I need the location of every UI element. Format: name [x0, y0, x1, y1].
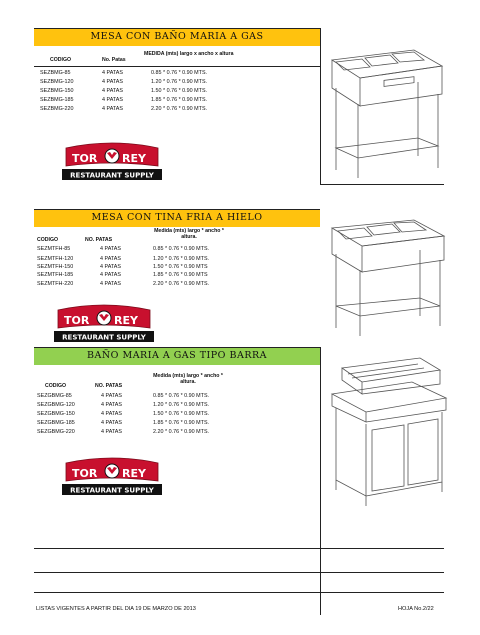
table-row-measure: 0.85 * 0.76 * 0.90 MTS.	[153, 246, 210, 252]
footer-page-number: HOJA No.2/22	[398, 606, 434, 612]
table-row-code: SEZMTFH-185	[37, 272, 74, 278]
header-patas: NO. PATAS	[85, 237, 113, 243]
section2-top-border	[34, 209, 320, 210]
table-row-measure: 1.20 * 0.76 * 0.90 MTS.	[153, 256, 210, 262]
table-row-code: SEZMTFH-120	[37, 256, 74, 262]
footer-validity: LISTAS VIGENTES A PARTIR DEL DIA 19 DE MARZO DE 2013	[36, 606, 196, 612]
header-medida: Medida (mts) largo * ancho * altura.	[153, 373, 223, 385]
table-row-legs: 4 PATAS	[102, 70, 123, 76]
table-row-code: SEZBMG-150	[40, 88, 74, 94]
table-row-code: SEZBMG-220	[40, 106, 74, 112]
table-row-code: SEZBMG-85	[40, 70, 71, 76]
divider	[320, 28, 321, 184]
table-row-legs: 4 PATAS	[101, 429, 122, 435]
logo-brand-left: TOR	[64, 314, 90, 327]
grid-line	[34, 572, 444, 573]
logo-tagline: RESTAURANT SUPPLY	[70, 171, 154, 180]
header-codigo: CODIGO	[50, 57, 72, 63]
header-patas: No. Patas	[102, 57, 126, 63]
product-image-mesa-tina-fria	[322, 210, 450, 338]
section1-header-rule	[34, 66, 320, 67]
table-row-measure: 1.85 * 0.76 * 0.90 MTS.	[153, 420, 210, 426]
product-image-mesa-bano-maria	[322, 30, 450, 182]
table-row-legs: 4 PATAS	[100, 256, 121, 262]
logo-tagline: RESTAURANT SUPPLY	[70, 486, 154, 495]
table-row-code: SEZMTFH-150	[37, 264, 74, 270]
header-patas: NO. PATAS	[95, 383, 123, 389]
table-row-legs: 4 PATAS	[101, 420, 122, 426]
header-codigo: CODIGO	[45, 383, 67, 389]
table-row-legs: 4 PATAS	[102, 106, 123, 112]
torrey-logo	[60, 455, 164, 499]
table-row-code: SEZBMG-185	[40, 97, 74, 103]
section-title-bano-maria-barra: BAÑO MARIA A GAS TIPO BARRA	[34, 347, 320, 365]
table-row-measure: 1.85 * 0.76 * 0.90 MTS	[153, 272, 208, 278]
section-title-mesa-bano-maria-gas: MESA CON BAÑO MARIA A GAS	[34, 28, 320, 46]
table-row-code: SEZGBMG-85	[37, 393, 72, 399]
table-row-legs: 4 PATAS	[100, 281, 121, 287]
table-row-code: SEZGBMG-150	[37, 411, 75, 417]
table-row-measure: 1.20 * 0.76 * 0.90 MTS.	[153, 402, 210, 408]
table-row-code: SEZGBMG-120	[37, 402, 75, 408]
header-medida: MEDIDA (mts) largo x ancho x altura	[144, 51, 234, 57]
section1-top-border	[34, 28, 320, 29]
logo-brand-left: TOR	[72, 467, 98, 480]
section-title-mesa-tina-fria: MESA CON TINA FRIA A HIELO	[34, 209, 320, 227]
section3-top-border	[34, 347, 320, 348]
table-row-legs: 4 PATAS	[102, 97, 123, 103]
header-medida: Medida (mts) largo * ancho * altura.	[154, 228, 224, 240]
logo-brand-left: TOR	[72, 152, 98, 165]
table-row-measure: 2.20 * 0.76 * 0.90 MTS.	[153, 281, 210, 287]
table-row-measure: 1.50 * 0.76 * 0.90 MTS.	[151, 88, 208, 94]
table-row-legs: 4 PATAS	[100, 246, 121, 252]
logo-tagline: RESTAURANT SUPPLY	[62, 333, 146, 342]
torrey-logo	[52, 302, 156, 346]
table-row-measure: 1.85 * 0.76 * 0.90 MTS.	[151, 97, 208, 103]
table-row-measure: 2.20 * 0.76 * 0.90 MTS.	[153, 429, 210, 435]
table-row-measure: 0.85 * 0.76 * 0.90 MTS.	[153, 393, 210, 399]
divider	[320, 184, 444, 185]
table-row-legs: 4 PATAS	[102, 79, 123, 85]
table-row-measure: 1.50 * 0.76 * 0.90 MTS	[153, 264, 208, 270]
table-row-measure: 0.85 * 0.76 * 0.90 MTS.	[151, 70, 208, 76]
logo-brand-right: REY	[114, 314, 138, 327]
logo-brand-right: REY	[122, 467, 146, 480]
table-row-measure: 2.20 * 0.76 * 0.90 MTS.	[151, 106, 208, 112]
table-row-measure: 1.50 * 0.76 * 0.90 MTS.	[153, 411, 210, 417]
product-image-bano-maria-barra	[322, 350, 450, 510]
table-row-legs: 4 PATAS	[101, 411, 122, 417]
table-row-legs: 4 PATAS	[102, 88, 123, 94]
grid-line	[34, 592, 444, 593]
table-row-code: SEZGBMG-185	[37, 420, 75, 426]
table-row-measure: 1.20 * 0.76 * 0.90 MTS.	[151, 79, 208, 85]
grid-line	[34, 548, 444, 549]
table-row-legs: 4 PATAS	[100, 264, 121, 270]
table-row-code: SEZBMG-120	[40, 79, 74, 85]
header-codigo: CODIGO	[37, 237, 59, 243]
table-row-code: SEZMTFH-220	[37, 281, 74, 287]
table-row-legs: 4 PATAS	[100, 272, 121, 278]
torrey-logo	[60, 140, 164, 184]
table-row-code: SEZGBMG-220	[37, 429, 75, 435]
logo-brand-right: REY	[122, 152, 146, 165]
table-row-code: SEZMTFH-85	[37, 246, 71, 252]
table-row-legs: 4 PATAS	[101, 402, 122, 408]
divider	[320, 548, 321, 615]
table-row-legs: 4 PATAS	[101, 393, 122, 399]
